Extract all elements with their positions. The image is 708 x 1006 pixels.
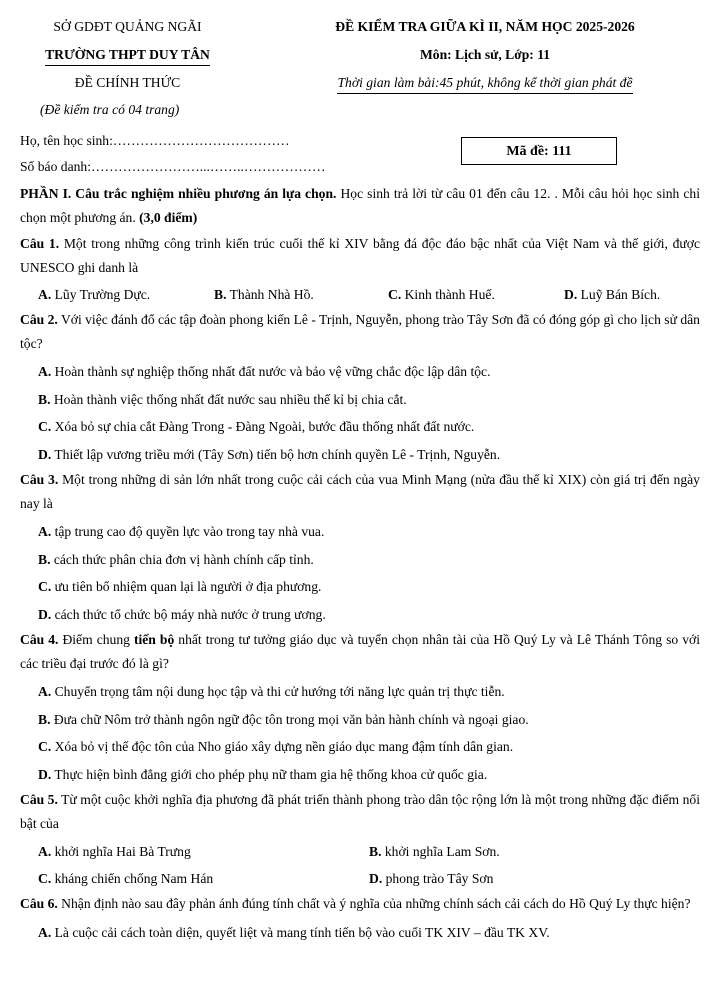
option-d: D. Thực hiện bình đẳng giới cho phép phụ nữ tham gia hệ thống khoa cử quốc gia.	[38, 766, 488, 782]
question-5-options-row-2	[20, 865, 700, 892]
school-name-text: TRƯỜNG THPT DUY TÂN	[45, 45, 210, 66]
school-name	[10, 45, 245, 66]
exam-body	[20, 182, 700, 946]
question-1-options	[20, 282, 700, 308]
question-text: Một trong những công trình kiến trúc cuối thế kỉ XIV bằng đá độc đáo bậc nhất của Việt Nam và thế giới, được UNESCO ghi danh là	[20, 236, 700, 275]
option-b: B. cách thức phân chia đơn vị hành chính cấp tỉnh.	[38, 551, 314, 567]
option-b: B. Thành Nhà Hồ.	[214, 287, 314, 302]
question-label: Câu 6.	[20, 896, 58, 911]
option-c: C. Kinh thành Huế.	[388, 287, 495, 302]
option-a: A. Là cuộc cải cách toàn diện, quyết liệt và mang tính tiến bộ vào cuối TK XIV – đầu TK XV.	[38, 924, 550, 940]
question-text-rest: nhất trong tư tưởng giáo dục và tuyển chọn nhân tài của Hồ Quý Ly và Lê Thánh Tông so với các triều đại trước đó là gì?	[20, 632, 700, 671]
question-text: Từ một cuộc khởi nghĩa địa phương đã phát triển thành phong trào dân tộc rộng lớn là một trong những đặc điểm nổi bật của	[20, 792, 700, 831]
question-label: Câu 3.	[20, 472, 59, 487]
question-5	[20, 788, 700, 835]
question-label: Câu 1.	[20, 236, 60, 251]
question-5-options-row-1	[20, 838, 700, 865]
exam-time-text: Thời gian làm bài:45 phút, không kể thời gian phát đề	[337, 73, 632, 94]
option-a: A. Chuyển trọng tâm nội dung học tập và thi cử hướng tới năng lực quản trị thực tiễn.	[38, 684, 505, 699]
option-c: C. ưu tiên bổ nhiệm quan lại là người ở địa phương.	[38, 579, 322, 594]
question-emphasis: tiến bộ	[133, 632, 175, 647]
student-id-field: Số báo danh:……………………...……..………………	[20, 159, 326, 174]
section-points: (3,0 điểm)	[139, 209, 198, 225]
option-d: D. Thiết lập vương triều mới (Tây Sơn) tiến bộ hơn chính quyền Lê - Trịnh, Nguyễn.	[38, 446, 501, 462]
option-d: D. phong trào Tây Sơn	[369, 871, 494, 886]
option-a: A. khởi nghĩa Hai Bà Trưng	[38, 844, 191, 859]
exam-time	[270, 73, 700, 94]
exam-code-box: Mã đề: 111	[461, 137, 617, 165]
question-1	[20, 232, 700, 279]
pages-note: (Đề kiểm tra có 04 trang)	[40, 102, 180, 117]
option-d: D. Luỹ Bán Bích.	[564, 287, 661, 302]
question-3	[20, 468, 700, 515]
question-2	[20, 308, 700, 355]
option-a: A. Lũy Trường Dực.	[38, 287, 151, 302]
question-text: Nhận định nào sau đây phản ánh đúng tính chất và ý nghĩa của những chính sách cải cách do Hồ Quý Ly thực hiện?	[57, 896, 691, 911]
question-label: Câu 2.	[20, 312, 58, 327]
question-4	[20, 628, 700, 675]
option-c: C. Xóa bỏ vị thế độc tôn của Nho giáo xây dựng nền giáo dục mang đậm tính dân gian.	[38, 739, 514, 754]
student-name-field: Họ, tên học sinh:…………………………………	[20, 133, 290, 148]
question-6	[20, 892, 700, 916]
option-b: B. Hoàn thành việc thống nhất đất nước sau nhiều thế kỉ bị chia cắt.	[38, 391, 407, 407]
question-text: Điểm chung	[58, 632, 134, 647]
question-label: Câu 4.	[20, 632, 59, 647]
official-exam-label: ĐỀ CHÍNH THỨC	[74, 75, 181, 90]
question-label: Câu 5.	[20, 792, 58, 807]
option-d: D. cách thức tổ chức bộ máy nhà nước ở trung ương.	[38, 606, 326, 622]
exam-subject: Môn: Lịch sử, Lớp: 11	[419, 47, 551, 62]
question-text: Với việc đánh đổ các tập đoàn phong kiến Lê - Trịnh, Nguyễn, phong trào Tây Sơn đã có đóng góp gì cho lịch sử dân tộc?	[20, 312, 700, 351]
exam-title: ĐỀ KIỂM TRA GIỮA KÌ II, NĂM HỌC 2025-2026	[335, 19, 635, 34]
section-heading	[20, 182, 700, 229]
option-a: A. tập trung cao độ quyền lực vào trong tay nhà vua.	[38, 524, 325, 539]
section-instruction: Học sinh trả lời từ câu 01 đến câu 12. . Mỗi câu hỏi học sinh chỉ chọn một phương án.	[20, 186, 700, 225]
option-c: C. Xóa bỏ sự chia cắt Đàng Trong - Đàng Ngoài, bước đầu thống nhất đất nước.	[38, 419, 475, 434]
department-name: SỞ GDĐT QUẢNG NGÃI	[53, 19, 202, 34]
option-b: B. Đưa chữ Nôm trở thành ngôn ngữ độc tôn trong mọi văn bản hành chính và ngoại giao.	[38, 711, 529, 727]
question-text: Một trong những di sản lớn nhất trong cuộc cải cách của vua Minh Mạng (nửa đầu thế kỉ XIX) còn giá trị đến ngày nay là	[20, 472, 700, 511]
option-b: B. khởi nghĩa Lam Sơn.	[369, 844, 500, 859]
section-title: PHẦN I. Câu trắc nghiệm nhiều phương án lựa chọn.	[20, 186, 337, 201]
option-c: C. kháng chiến chống Nam Hán	[38, 871, 214, 886]
option-a: A. Hoàn thành sự nghiệp thống nhất đất nước và bảo vệ vững chắc độc lập dân tộc.	[38, 364, 491, 379]
